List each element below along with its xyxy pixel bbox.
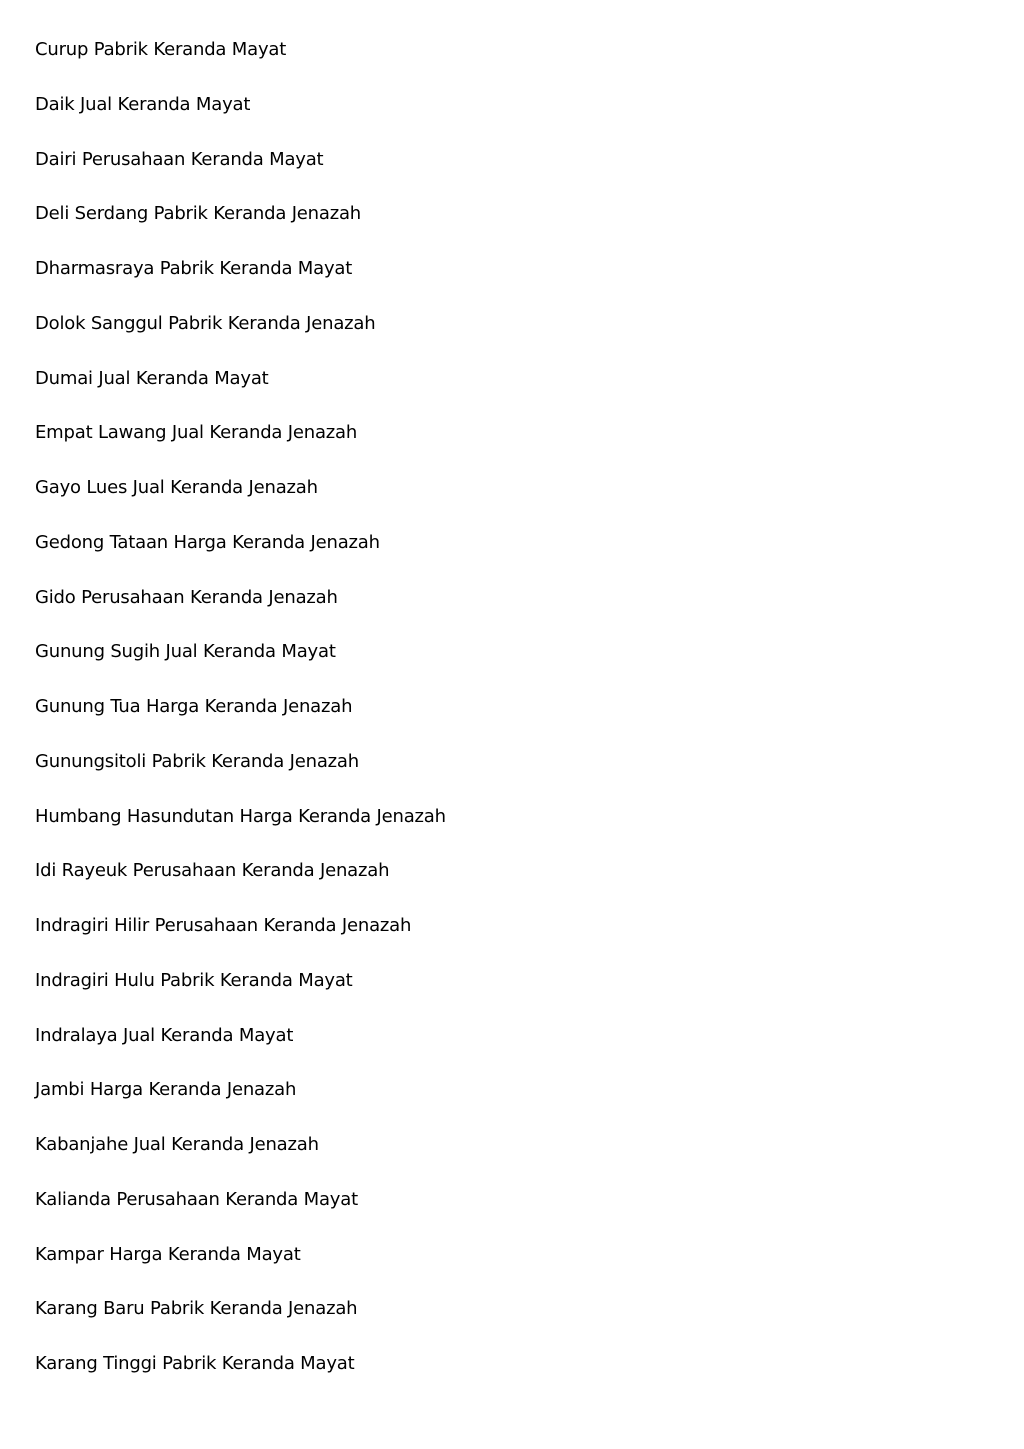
list-item: Kalianda Perusahaan Keranda Mayat [35, 1188, 358, 1210]
list-item: Dolok Sanggul Pabrik Keranda Jenazah [35, 312, 376, 334]
list-item: Gunung Tua Harga Keranda Jenazah [35, 696, 353, 717]
list-item: Gunung Sugih Jual Keranda Mayat [35, 641, 336, 663]
list-item: Gunungsitoli Pabrik Keranda Jenazah [35, 750, 359, 772]
list-item: Indragiri Hulu Pabrik Keranda Mayat [35, 969, 353, 991]
list-item: Jambi Harga Keranda Jenazah [35, 1079, 297, 1101]
list-item: Daik Jual Keranda Mayat [35, 93, 251, 115]
list-item: Dharmasraya Pabrik Keranda Mayat [35, 258, 353, 279]
list-item: Gayo Lues Jual Keranda Jenazah [35, 477, 318, 498]
list-item: Karang Tinggi Pabrik Keranda Mayat [35, 1353, 355, 1374]
list-item: Curup Pabrik Keranda Mayat [35, 39, 287, 60]
location-list [35, 36, 446, 1405]
list-item: Kampar Harga Keranda Mayat [35, 1243, 301, 1265]
list-item: Gido Perusahaan Keranda Jenazah [35, 586, 338, 608]
list-item: Empat Lawang Jual Keranda Jenazah [35, 422, 358, 444]
list-item: Idi Rayeuk Perusahaan Keranda Jenazah [35, 860, 390, 882]
list-item: Humbang Hasundutan Harga Keranda Jenazah [35, 805, 446, 827]
list-item: Kabanjahe Jual Keranda Jenazah [35, 1134, 319, 1155]
list-item: Indragiri Hilir Perusahaan Keranda Jenazah [35, 915, 412, 936]
list-item: Gedong Tataan Harga Keranda Jenazah [35, 531, 380, 553]
list-item: Dumai Jual Keranda Mayat [35, 367, 269, 389]
list-item: Dairi Perusahaan Keranda Mayat [35, 148, 324, 170]
list-item: Deli Serdang Pabrik Keranda Jenazah [35, 203, 362, 225]
list-item: Indralaya Jual Keranda Mayat [35, 1024, 294, 1046]
list-item: Karang Baru Pabrik Keranda Jenazah [35, 1298, 358, 1320]
